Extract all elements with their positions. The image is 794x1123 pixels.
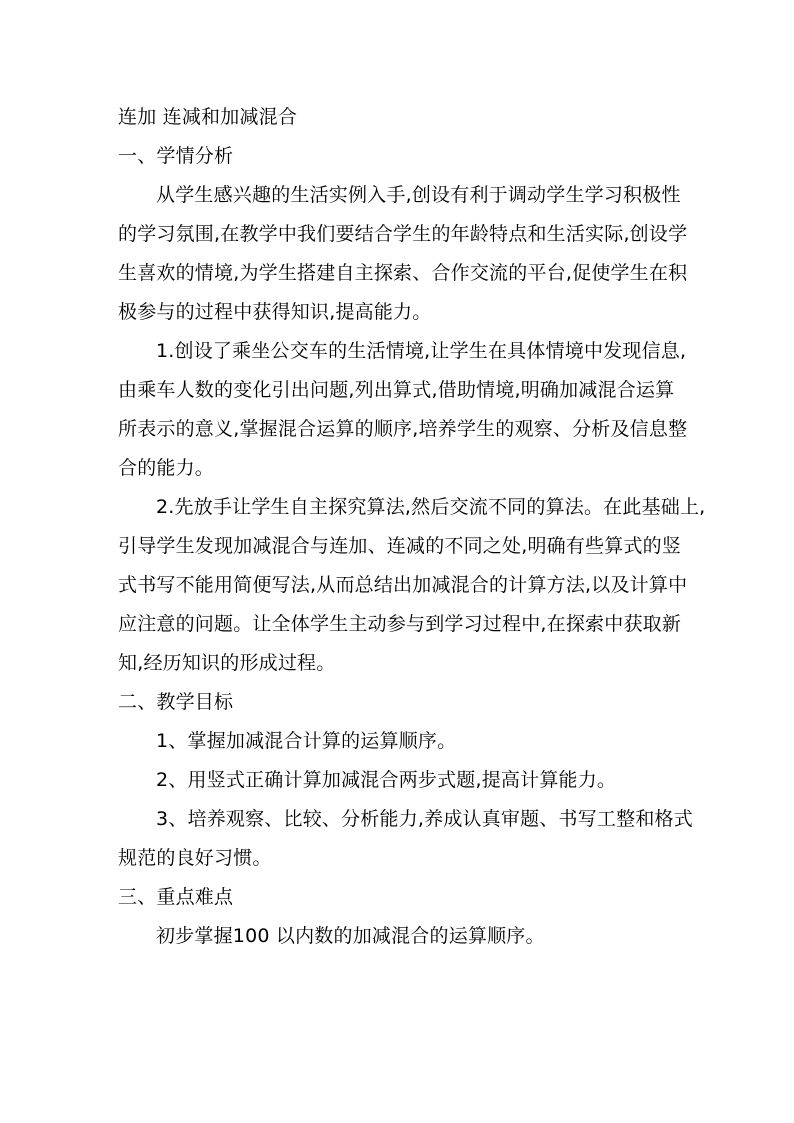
paragraph-line: 极参与的过程中获得知识,提高能力。 (118, 301, 432, 323)
paragraph-line: 2.先放手让学生自主探究算法,然后交流不同的算法。在此基础上, (156, 496, 706, 518)
section-heading-goals: 二、教学目标 (118, 691, 234, 713)
goal-item-3 (118, 800, 693, 878)
paragraph-line: 应注意的问题。让全体学生主动参与到学习过程中,在探索中获取新 (118, 613, 682, 635)
paragraph-line: 1.创设了乘坐公交车的生活情境,让学生在具体情境中发现信息, (156, 340, 687, 362)
paragraph-point-2 (118, 488, 706, 683)
paragraph-line: 所表示的意义,掌握混合运算的顺序,培养学生的观察、分析及信息整 (118, 418, 688, 440)
paragraph-line: 从学生感兴趣的生活实例入手,创设有利于调动学生学习积极性 (156, 184, 681, 206)
document-body (118, 98, 706, 956)
paragraph-line: 生喜欢的情境,为学生搭建自主探索、合作交流的平台,促使学生在积 (118, 262, 688, 284)
paragraph-line: 引导学生发现加减混合与连加、连减的不同之处,明确有些算式的竖 (118, 535, 682, 557)
section-heading-key-points: 三、重点难点 (118, 886, 234, 908)
paragraph-line: 由乘车人数的变化引出问题,列出算式,借助情境,明确加减混合运算 (118, 379, 675, 401)
goal-item-2: 2、用竖式正确计算加减混合两步式题,提高计算能力。 (156, 769, 617, 791)
paragraph-point-1 (118, 332, 688, 488)
paragraph-line: 合的能力。 (118, 457, 215, 479)
paragraph-line: 3、培养观察、比较、分析能力,养成认真审题、书写工整和格式 (156, 808, 693, 830)
paragraph-intro (118, 176, 688, 332)
document-title: 连加 连减和加减混合 (118, 106, 298, 128)
key-point-text: 初步掌握100 以内数的加减混合的运算顺序。 (156, 925, 545, 947)
paragraph-line: 知,经历知识的形成过程。 (118, 652, 336, 674)
paragraph-line: 式书写不能用简便写法,从而总结出加减混合的计算方法,以及计算中 (118, 574, 688, 596)
paragraph-line: 规范的良好习惯。 (118, 847, 272, 869)
section-heading-analysis: 一、学情分析 (118, 145, 234, 167)
goal-item-1: 1、掌握加减混合计算的运算顺序。 (156, 730, 457, 752)
paragraph-line: 的学习氛围,在教学中我们要结合学生的年龄特点和生活实际,创设学 (118, 223, 688, 245)
